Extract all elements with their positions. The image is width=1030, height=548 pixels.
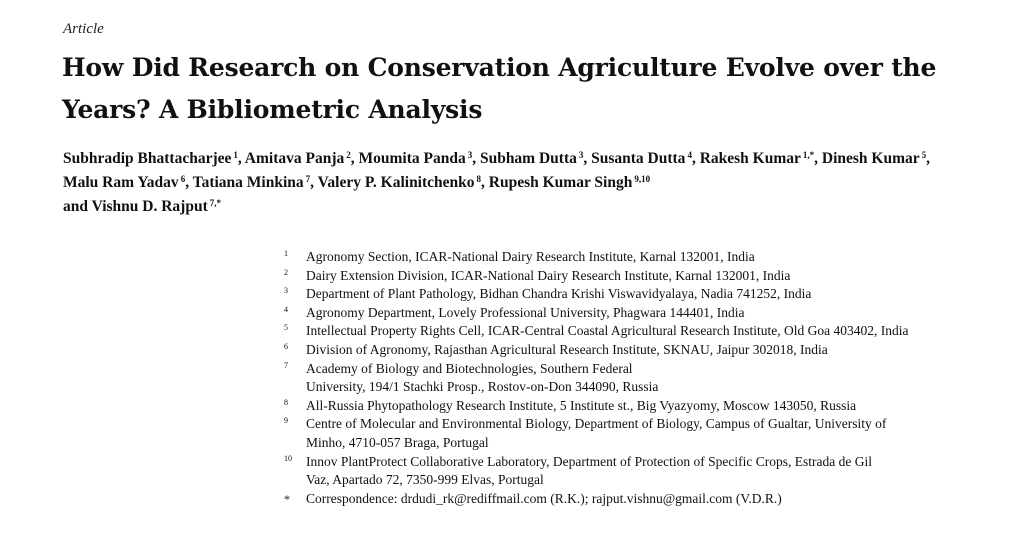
- affiliation-number: 3: [284, 286, 288, 296]
- affiliation-item: [284, 341, 1014, 360]
- affiliation-item: [284, 285, 1014, 304]
- affiliation-item: [284, 397, 1014, 416]
- affiliation-text: Innov PlantProtect Collaborative Laboratory, Department of Protection of Specific Crops, Estrada de Gil Vaz, Apartado 72, 7350-999 Elvas, Portugal: [306, 453, 872, 488]
- affiliation-text: All-Russia Phytopathology Research Institute, 5 Institute st., Big Vyazyomy, Moscow 143050, Russia: [306, 397, 857, 413]
- affiliation-list: [284, 248, 1014, 508]
- paper-title: How Did Research on Conservation Agriculture Evolve over the Years? A Bibliometric Analysis: [62, 53, 937, 124]
- affiliation-text: Agronomy Department, Lovely Professional University, Phagwara 144401, India: [306, 304, 745, 320]
- author: Subhradip Bhattacharjee $^1$,: [63, 150, 242, 167]
- affiliation-item: [284, 322, 1014, 341]
- author: Amitava Panja $^2$,: [244, 150, 355, 167]
- affiliation-item: [284, 360, 1014, 397]
- author: Moumita Panda $^3$,: [358, 150, 477, 167]
- author: and Vishnu D. Rajput $^{7,*}$: [63, 198, 221, 215]
- affiliation-item: [284, 248, 1014, 267]
- affiliation-text: Dairy Extension Division, ICAR-National Dairy Research Institute, Karnal 132001, India: [306, 267, 791, 283]
- article-type-label: Article: [63, 21, 104, 37]
- author: Malu Ram Yadav $^6$,: [63, 174, 190, 191]
- affiliation-text: Division of Agronomy, Rajasthan Agricultural Research Institute, SKNAU, Jaipur 302018, India: [306, 341, 828, 357]
- affiliation-number: 10: [284, 453, 292, 463]
- author: Rupesh Kumar Singh $^{9,10}$: [488, 174, 651, 191]
- affiliation-number: 8: [284, 397, 288, 407]
- affiliation-number: 1: [284, 249, 288, 258]
- affiliation-text: Academy of Biology and Biotechnologies, Southern Federal University, 194/1 Stachki Prosp., Rostov-on-Don 344090, Russia: [306, 360, 659, 395]
- author: Subham Dutta $^3$,: [479, 150, 588, 167]
- affiliation-text: Department of Plant Pathology, Bidhan Chandra Krishi Viswavidyalaya, Nadia 741252, India: [306, 286, 812, 302]
- affiliation-number: 6: [284, 341, 288, 351]
- author: Dinesh Kumar $^5$,: [821, 150, 931, 167]
- affiliation-number: *: [284, 491, 290, 506]
- affiliation-item: [284, 415, 1014, 452]
- affiliation-number: 9: [284, 416, 288, 426]
- author: Tatiana Minkina $^7$,: [192, 174, 315, 191]
- affiliation-item: [284, 490, 1014, 509]
- affiliation-number: 4: [284, 304, 288, 314]
- affiliation-text: Agronomy Section, ICAR-National Dairy Research Institute, Karnal 132001, India: [306, 249, 755, 264]
- correspondence-text: Correspondence: drdudi_rk@rediffmail.com (R.K.); rajput.vishnu@gmail.com (V.D.R.): [306, 490, 782, 506]
- affiliation-number: 5: [284, 323, 288, 333]
- affiliation-item: [284, 267, 1014, 286]
- affiliation-item: [284, 304, 1014, 323]
- author: Rakesh Kumar $^{1,*}$,: [699, 150, 819, 167]
- author-list: [63, 147, 1023, 219]
- author: Susanta Dutta $^4$,: [591, 150, 696, 167]
- affiliation-number: 7: [284, 360, 288, 370]
- affiliation-text: Intellectual Property Rights Cell, ICAR-Central Coastal Agricultural Research Institute, Old Goa 403402, India: [306, 323, 909, 339]
- author: Valery P. Kalinitchenko $^8$,: [317, 174, 485, 191]
- affiliation-number: 2: [284, 267, 288, 277]
- affiliation-item: [284, 453, 1014, 490]
- affiliation-text: Centre of Molecular and Environmental Biology, Department of Biology, Campus of Gualtar, University of Minho, 4710-057 Braga, Portugal: [306, 416, 887, 450]
